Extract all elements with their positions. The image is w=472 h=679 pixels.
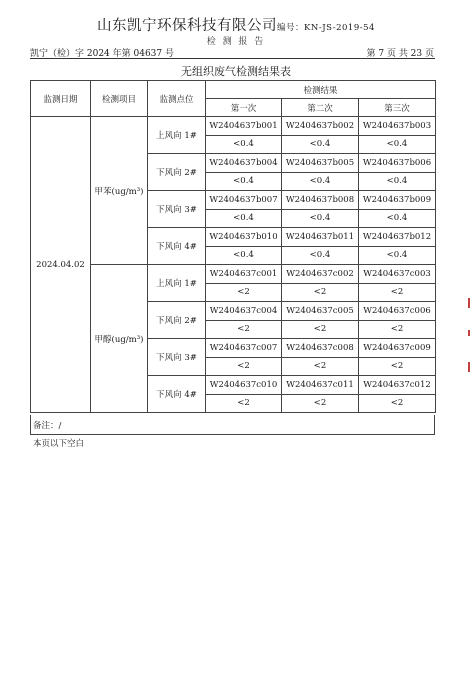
remark: 备注：/: [33, 421, 62, 431]
result-value-cell: <0.4: [206, 209, 282, 228]
results-table-body: [31, 81, 436, 413]
col-header-item: 检测项目: [91, 81, 148, 117]
sample-id-cell: W2404637c009: [359, 339, 436, 358]
sample-id-cell: W2404637b007: [206, 191, 282, 210]
result-value-cell: <2: [206, 357, 282, 376]
sample-id-cell: W2404637b005: [282, 154, 359, 173]
table-title: 无组织废气检测结果表: [181, 65, 291, 78]
sample-id-cell: W2404637b009: [359, 191, 436, 210]
sample-id-cell: W2404637b004: [206, 154, 282, 173]
col-header-date: 监测日期: [31, 81, 91, 117]
sample-id-cell: W2404637b010: [206, 228, 282, 247]
monitoring-point: 下风向 3#: [148, 191, 206, 228]
test-item: 甲苯(ug/m³): [91, 117, 148, 265]
sample-id-cell: W2404637c003: [359, 265, 436, 284]
result-value-cell: <2: [206, 320, 282, 339]
sample-id-cell: W2404637c012: [359, 376, 436, 395]
test-item: 甲醇(ug/m³): [91, 265, 148, 413]
monitoring-point: 下风向 4#: [148, 376, 206, 413]
sample-id-row: [31, 117, 436, 136]
header-rule: [30, 58, 435, 59]
report-number: 凯宁（检）字 2024 年第 04637 号: [30, 49, 174, 59]
result-value-cell: <2: [206, 394, 282, 413]
edge-mark: [468, 330, 470, 336]
edge-mark: [468, 362, 470, 372]
sample-id-cell: W2404637b003: [359, 117, 436, 136]
report-header: [0, 14, 472, 35]
result-value-cell: <0.4: [359, 135, 436, 154]
sample-id-cell: W2404637b001: [206, 117, 282, 136]
col-header-point: 监测点位: [148, 81, 206, 117]
result-value-cell: <0.4: [359, 209, 436, 228]
sample-id-cell: W2404637c001: [206, 265, 282, 284]
sample-id-cell: W2404637c011: [282, 376, 359, 395]
result-value-cell: <0.4: [282, 172, 359, 191]
sample-id-cell: W2404637c008: [282, 339, 359, 358]
document-code: 编号：KN-JS-2019-54: [277, 23, 375, 33]
result-value-cell: <0.4: [359, 246, 436, 265]
result-value-cell: <0.4: [206, 246, 282, 265]
sample-id-cell: W2404637b002: [282, 117, 359, 136]
col-header-run-1: 第一次: [206, 99, 282, 117]
col-header-run-3: 第三次: [359, 99, 436, 117]
monitoring-point: 上风向 1#: [148, 265, 206, 302]
result-value-cell: <2: [359, 394, 436, 413]
col-header-run-2: 第二次: [282, 99, 359, 117]
col-header-results: 检测结果: [206, 81, 436, 99]
monitoring-point: 下风向 2#: [148, 302, 206, 339]
result-value-cell: <2: [282, 320, 359, 339]
sample-id-row: [31, 265, 436, 284]
company-name: 山东凯宁环保科技有限公司: [97, 18, 278, 34]
sample-id-cell: W2404637c010: [206, 376, 282, 395]
result-value-cell: <0.4: [206, 172, 282, 191]
monitoring-date: 2024.04.02: [31, 117, 91, 413]
monitoring-point: 下风向 2#: [148, 154, 206, 191]
sample-id-cell: W2404637b008: [282, 191, 359, 210]
sample-id-cell: W2404637b011: [282, 228, 359, 247]
page-info: 第 7 页 共 23 页: [366, 49, 434, 59]
header-row: [31, 81, 436, 99]
result-value-cell: <0.4: [282, 135, 359, 154]
sample-id-cell: W2404637b006: [359, 154, 436, 173]
result-value-cell: <0.4: [282, 246, 359, 265]
sample-id-cell: W2404637c004: [206, 302, 282, 321]
edge-mark: [468, 298, 470, 308]
sample-id-cell: W2404637c005: [282, 302, 359, 321]
report-subtitle: 检 测 报 告: [206, 37, 266, 47]
blank-note: 本页以下空白: [33, 439, 85, 449]
monitoring-point: 下风向 3#: [148, 339, 206, 376]
sample-id-cell: W2404637c002: [282, 265, 359, 284]
result-value-cell: <2: [206, 283, 282, 302]
monitoring-point: 下风向 4#: [148, 228, 206, 265]
result-value-cell: <2: [282, 357, 359, 376]
result-value-cell: <2: [359, 357, 436, 376]
sample-id-cell: W2404637c006: [359, 302, 436, 321]
monitoring-point: 上风向 1#: [148, 117, 206, 154]
result-value-cell: <0.4: [359, 172, 436, 191]
result-value-cell: <2: [359, 320, 436, 339]
remark-box: [30, 415, 435, 435]
results-table: [30, 80, 436, 413]
result-value-cell: <0.4: [206, 135, 282, 154]
result-value-cell: <2: [359, 283, 436, 302]
result-value-cell: <0.4: [282, 209, 359, 228]
sample-id-cell: W2404637c007: [206, 339, 282, 358]
result-value-cell: <2: [282, 394, 359, 413]
result-value-cell: <2: [282, 283, 359, 302]
sample-id-cell: W2404637b012: [359, 228, 436, 247]
